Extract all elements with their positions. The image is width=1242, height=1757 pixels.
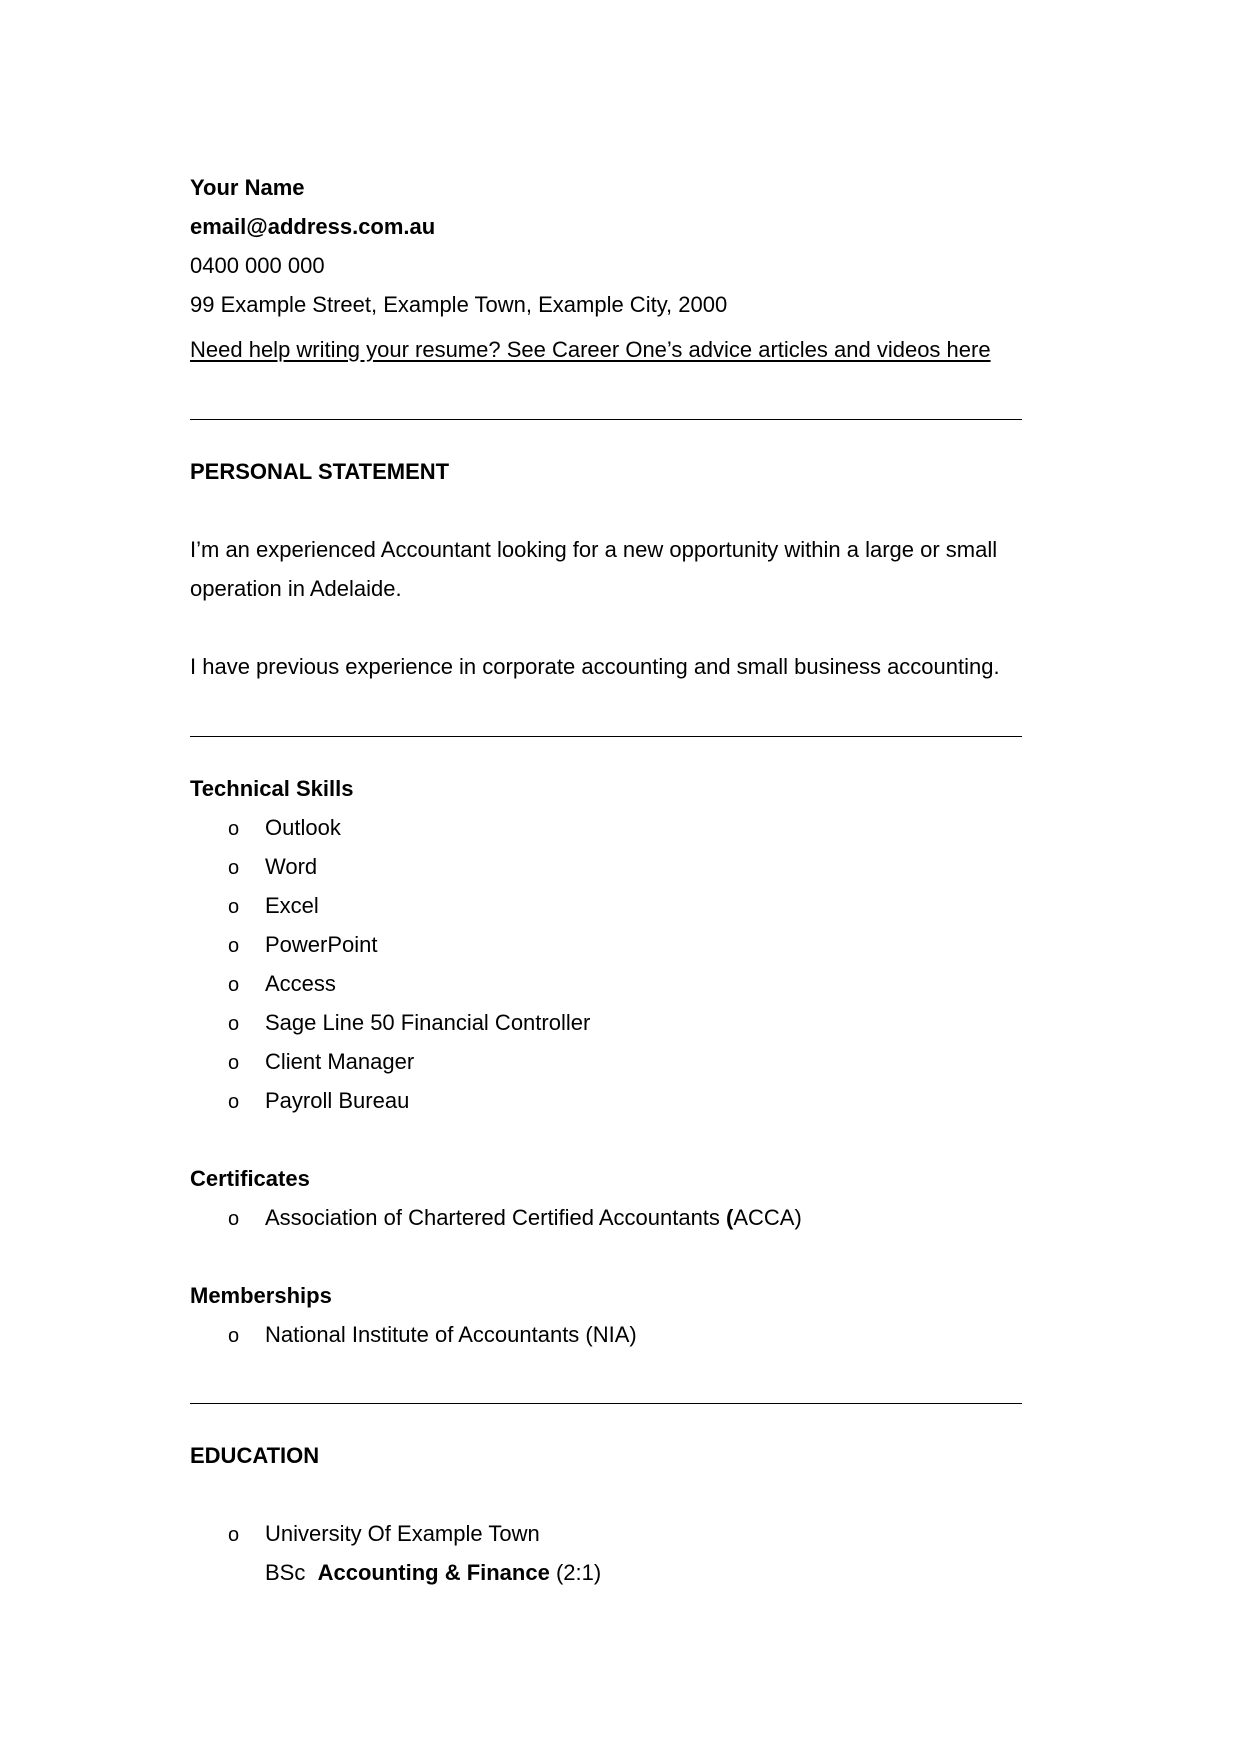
list-item: o Word (228, 854, 318, 879)
contact-phone: 0400 000 000 (190, 253, 325, 278)
contact-email: email@address.com.au (190, 214, 436, 239)
career-advice-link[interactable]: Need help writing your resume? See Career One’s advice articles and videos here (190, 337, 991, 362)
list-item: o PowerPoint (228, 932, 378, 957)
memberships-heading: Memberships (190, 1283, 332, 1308)
personal-statement-heading: PERSONAL STATEMENT (190, 459, 450, 484)
personal-statement-line: operation in Adelaide. (190, 576, 402, 601)
certificates-heading: Certificates (190, 1166, 310, 1191)
bullet-icon: o (228, 974, 240, 996)
contact-name: Your Name (190, 175, 305, 200)
list-item: o Outlook (228, 815, 341, 840)
personal-statement-line: I’m an experienced Accountant looking for a new opportunity within a large or small (190, 537, 998, 562)
list-item: o Excel (228, 893, 319, 918)
bullet-icon: o (228, 1325, 240, 1347)
list-item: o National Institute of Accountants (NIA) (228, 1322, 637, 1347)
list-item: o Payroll Bureau (228, 1088, 410, 1113)
contact-address: 99 Example Street, Example Town, Example City, 2000 (190, 292, 728, 317)
bullet-icon: o (228, 1091, 240, 1113)
bullet-icon: o (228, 1013, 240, 1035)
section-divider (190, 736, 1022, 737)
list-item: o Association of Chartered Certified Accountants (ACCA) (228, 1205, 802, 1230)
bullet-icon: o (228, 857, 240, 879)
technical-skills-heading: Technical Skills (190, 776, 354, 801)
bullet-icon: o (228, 1524, 240, 1546)
list-item: o Access (228, 971, 336, 996)
list-item: o Client Manager (228, 1049, 415, 1074)
bullet-icon: o (228, 1052, 240, 1074)
list-item: o Sage Line 50 Financial Controller (228, 1010, 591, 1035)
section-divider (190, 419, 1022, 420)
education-institution: University Of Example Town (265, 1521, 540, 1546)
bullet-icon: o (228, 818, 240, 840)
education-degree: BSc Accounting & Finance (2:1) (265, 1560, 602, 1585)
bullet-icon: o (228, 896, 240, 918)
list-item (228, 1521, 540, 1548)
section-divider (190, 1403, 1022, 1404)
bullet-icon: o (228, 935, 240, 957)
bullet-icon: o (228, 1208, 240, 1230)
personal-statement-paragraph: I have previous experience in corporate accounting and small business accounting. (190, 654, 1000, 679)
education-heading: EDUCATION (190, 1443, 320, 1468)
